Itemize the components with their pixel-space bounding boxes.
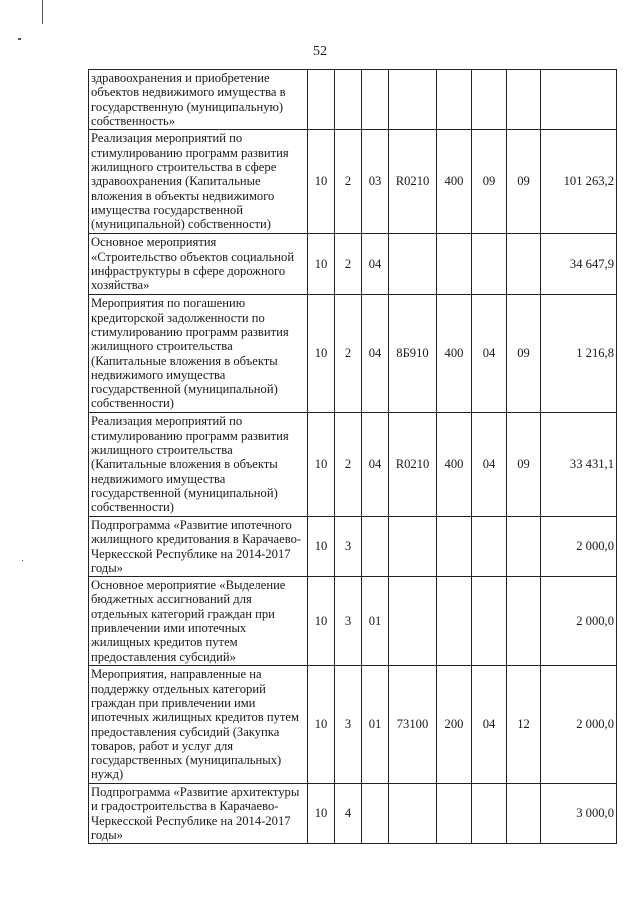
cell-division: 04 [472, 666, 507, 784]
cell-event [362, 784, 389, 844]
scan-speck [22, 560, 23, 561]
table-row [89, 234, 617, 295]
cell-expense-type [437, 517, 472, 577]
cell-event: 04 [362, 295, 389, 413]
cell-direction: 73100 [389, 666, 437, 784]
cell-expense-type: 400 [437, 130, 472, 234]
cell-event: 01 [362, 666, 389, 784]
cell-section: 10 [308, 577, 335, 666]
row-description: здравоохранения и приобретение объектов недвижимого имущества в государственную (муниципальную) собственность» [89, 70, 308, 130]
cell-amount: 3 000,0 [541, 784, 617, 844]
row-description: Подпрограмма «Развитие ипотечного жилищного кредитования в Карачаево-Черкесской Республике на 2014-2017 годы» [89, 517, 308, 577]
scan-edge-line [42, 0, 43, 24]
cell-division [472, 234, 507, 295]
cell-subprogram: 2 [335, 413, 362, 517]
cell-subprogram: 2 [335, 295, 362, 413]
cell-direction [389, 517, 437, 577]
table-row [89, 413, 617, 517]
cell-direction: 8Б910 [389, 295, 437, 413]
cell-division [472, 70, 507, 130]
cell-section: 10 [308, 234, 335, 295]
cell-expense-type [437, 234, 472, 295]
cell-subdivision [507, 784, 541, 844]
cell-event [362, 70, 389, 130]
cell-subprogram [335, 70, 362, 130]
cell-section: 10 [308, 784, 335, 844]
cell-subprogram: 2 [335, 130, 362, 234]
cell-amount: 1 216,8 [541, 295, 617, 413]
cell-amount: 2 000,0 [541, 577, 617, 666]
row-description: Подпрограмма «Развитие архитектуры и градостроительства в Карачаево-Черкесской Республике на 2014-2017 годы» [89, 784, 308, 844]
cell-expense-type: 400 [437, 413, 472, 517]
cell-subprogram: 3 [335, 517, 362, 577]
cell-section [308, 70, 335, 130]
table-row [89, 130, 617, 234]
cell-amount: 33 431,1 [541, 413, 617, 517]
cell-section: 10 [308, 517, 335, 577]
cell-amount: 2 000,0 [541, 666, 617, 784]
cell-direction: R0210 [389, 413, 437, 517]
scan-speck [18, 38, 21, 40]
row-description: Реализация мероприятий по стимулированию программ развития жилищного строительства в сфере здравоохранения (Капитальные вложения в объекты недвижимого имущества государственной (муниципальной) собственности) [89, 130, 308, 234]
cell-subdivision: 09 [507, 130, 541, 234]
table-row [89, 295, 617, 413]
cell-event [362, 517, 389, 577]
cell-section: 10 [308, 130, 335, 234]
table-row [89, 784, 617, 844]
cell-division: 04 [472, 413, 507, 517]
cell-event: 01 [362, 577, 389, 666]
cell-expense-type: 400 [437, 295, 472, 413]
cell-subdivision [507, 517, 541, 577]
cell-subprogram: 4 [335, 784, 362, 844]
budget-table [88, 69, 617, 844]
cell-subdivision [507, 577, 541, 666]
cell-direction [389, 577, 437, 666]
page-number: 52 [313, 44, 327, 59]
row-description: Мероприятия по погашению кредиторской задолженности по стимулированию программ развития жилищного строительства (Капитальные вложения в объекты недвижимого имущества государственной (муниципальной) собственности) [89, 295, 308, 413]
cell-subprogram: 2 [335, 234, 362, 295]
cell-expense-type [437, 784, 472, 844]
cell-subdivision: 12 [507, 666, 541, 784]
cell-division [472, 577, 507, 666]
cell-subprogram: 3 [335, 577, 362, 666]
cell-event: 04 [362, 413, 389, 517]
cell-expense-type [437, 70, 472, 130]
table-row [89, 517, 617, 577]
row-description: Основное мероприятия «Строительство объектов социальной инфраструктуры в сфере дорожного хозяйства» [89, 234, 308, 295]
cell-expense-type: 200 [437, 666, 472, 784]
row-description: Реализация мероприятий по стимулированию программ развития жилищного строительства (Капитальные вложения в объекты недвижимого имущества государственной (муниципальной) собственности) [89, 413, 308, 517]
cell-amount: 101 263,2 [541, 130, 617, 234]
cell-division [472, 784, 507, 844]
cell-direction [389, 234, 437, 295]
cell-expense-type [437, 577, 472, 666]
cell-subdivision [507, 234, 541, 295]
table-row [89, 666, 617, 784]
cell-division: 04 [472, 295, 507, 413]
cell-subdivision [507, 70, 541, 130]
cell-section: 10 [308, 666, 335, 784]
cell-subdivision: 09 [507, 413, 541, 517]
cell-event: 04 [362, 234, 389, 295]
row-description: Основное мероприятие «Выделение бюджетных ассигнований для отдельных категорий граждан при привлечении ими ипотечных жилищных кредитов путем предоставления субсидий» [89, 577, 308, 666]
cell-section: 10 [308, 413, 335, 517]
table-row [89, 577, 617, 666]
cell-direction [389, 70, 437, 130]
row-description: Мероприятия, направленные на поддержку отдельных категорий граждан при привлечении ими ипотечных жилищных кредитов путем предоставления субсидий (Закупка товаров, работ и услуг для государственных (муниципальных) нужд) [89, 666, 308, 784]
cell-event: 03 [362, 130, 389, 234]
cell-direction: R0210 [389, 130, 437, 234]
table-row [89, 70, 617, 130]
cell-subdivision: 09 [507, 295, 541, 413]
cell-division: 09 [472, 130, 507, 234]
cell-section: 10 [308, 295, 335, 413]
cell-amount: 2 000,0 [541, 517, 617, 577]
cell-division [472, 517, 507, 577]
cell-direction [389, 784, 437, 844]
cell-amount: 34 647,9 [541, 234, 617, 295]
cell-subprogram: 3 [335, 666, 362, 784]
cell-amount [541, 70, 617, 130]
